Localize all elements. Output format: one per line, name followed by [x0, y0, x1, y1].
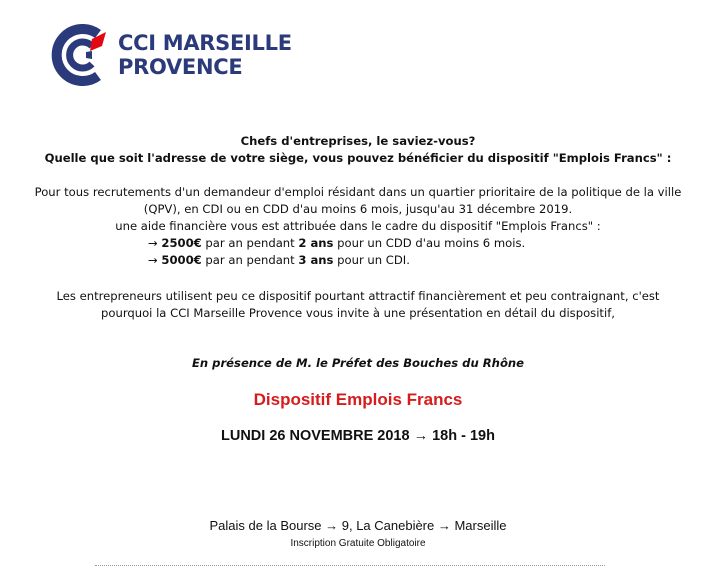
aid-duration: 3 ans — [298, 253, 334, 267]
intro-paragraph-1: Pour tous recrutements d'un demandeur d'emploi résidant dans un quartier prioritaire de la politique de la ville — [34, 185, 682, 199]
aid-item-1 — [148, 235, 525, 252]
aid-text: pour un CDI. — [333, 253, 410, 267]
aid-text: par an pendant — [201, 236, 299, 250]
closing-line-1: Les entrepreneurs utilisent peu ce dispositif pourtant attractif financièrement et peu contraignant, c'est — [56, 289, 660, 303]
logo-line-1: CCI MARSEILLE — [118, 31, 292, 55]
aid-text: par an pendant — [201, 253, 299, 267]
cci-logo-wordmark — [118, 31, 292, 79]
aid-amount: 2500€ — [161, 236, 202, 250]
event-title: Dispositif Emplois Francs — [253, 390, 463, 409]
intro-text — [0, 133, 716, 235]
event-date: LUNDI 26 NOVEMBRE 2018 → 18h - 19h — [221, 428, 495, 444]
intro-paragraph-2: (QPV), en CDI ou en CDD d'au moins 6 mois, jusqu'au 31 décembre 2019. — [143, 202, 573, 216]
intro-paragraph-3: une aide financière vous est attribuée dans le cadre du dispositif "Emplois Francs" : — [115, 219, 601, 233]
event-venue: Palais de la Bourse → 9, La Canebière → Marseille — [209, 518, 507, 533]
registration-note: Inscription Gratuite Obligatoire — [290, 538, 426, 549]
closing-text — [0, 288, 716, 322]
aid-duration: 2 ans — [298, 236, 334, 250]
arrow-icon: → — [148, 253, 162, 267]
intro-spacer — [0, 167, 716, 184]
aid-text: pour un CDD d'au moins 6 mois. — [333, 236, 526, 250]
aid-amount: 5000€ — [161, 253, 202, 267]
intro-heading-2: Quelle que soit l'adresse de votre siège, vous pouvez bénéficier du dispositif "Emplois Francs" : — [44, 151, 672, 165]
arrow-icon: → — [148, 236, 162, 250]
cci-logo-mark-icon — [48, 24, 114, 86]
cci-logo — [48, 24, 308, 86]
aid-item-2 — [148, 252, 410, 269]
intro-heading-1: Chefs d'entreprises, le saviez-vous? — [240, 134, 476, 148]
presence-note: En présence de M. le Préfet des Bouches du Rhône — [191, 356, 525, 370]
logo-line-2: PROVENCE — [118, 55, 243, 79]
divider — [95, 565, 605, 566]
closing-line-2: pourquoi la CCI Marseille Provence vous invite à une présentation en détail du dispositif, — [101, 306, 615, 320]
